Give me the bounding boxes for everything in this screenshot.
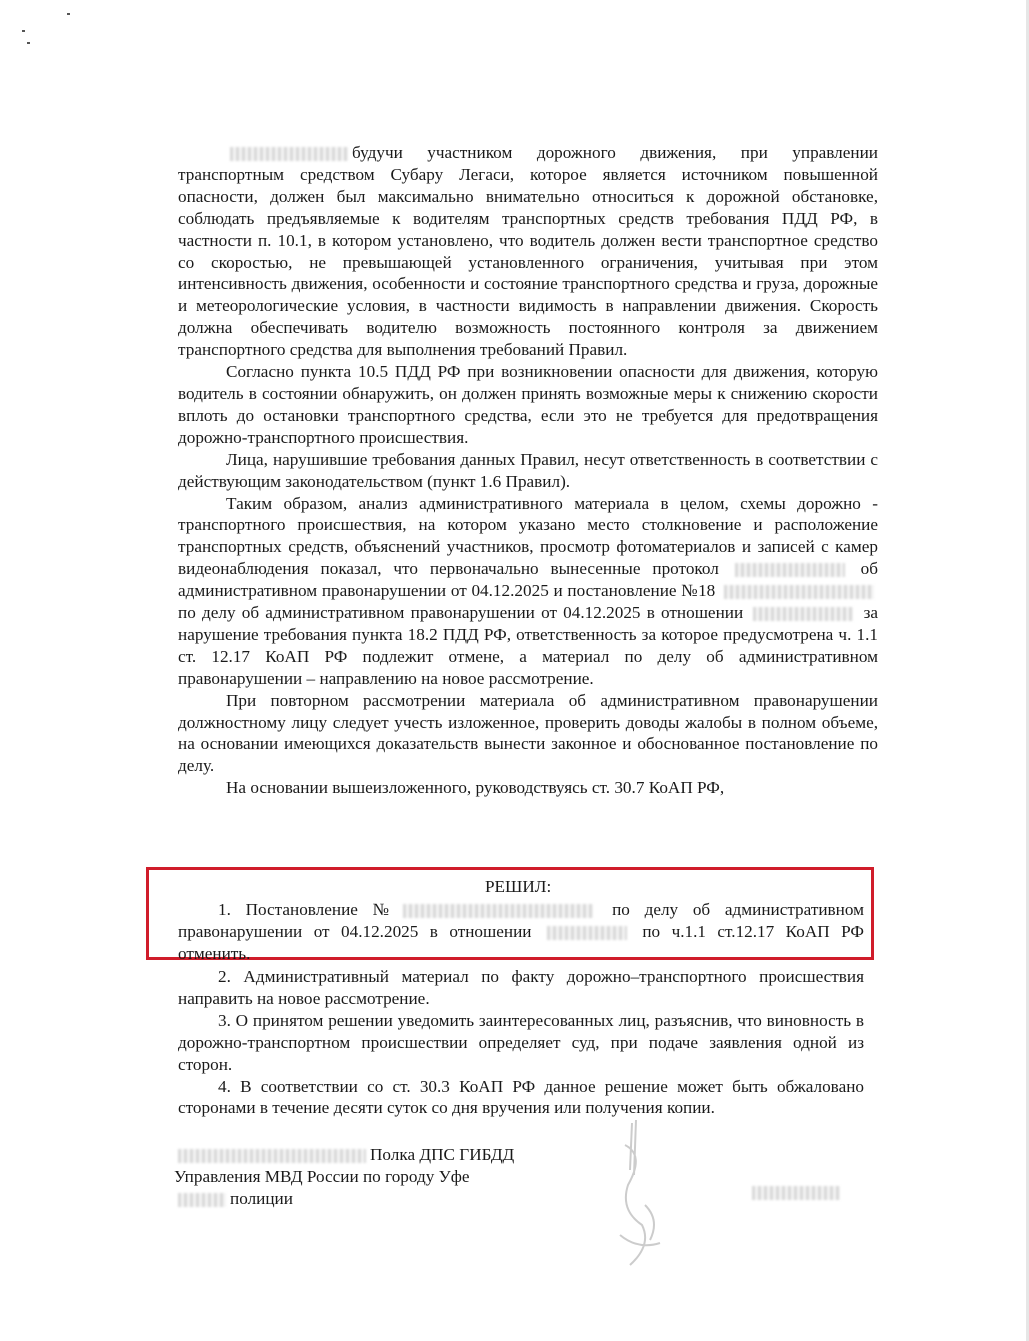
- paragraph-1-text: будучи участником дорожного движения, при управлении транспортным средством Субару Легаси, которое является источником повышенной опасности, должен был максимально внимательно относиться к дорожной обстановке, соблюдать предъявляемые к водителям транспортных средств требования ПДД РФ, в частности п. 10.1, в котором установлено, что водитель должен вести транспортное средство со скоростью, не превышающей установленного ограничения, учитывая при этом интенсивность движения, особенности и состояние транспортного средства и груза, дорожные и метеорологические условия, в частности видимость в направлении движения. Скорость должна обеспечивать водителю возможность постоянного контроля за движением транспортного средства для выполнения требований Правил.: [178, 143, 878, 360]
- decision-items: [178, 966, 864, 1119]
- decision-item-1: [178, 899, 864, 965]
- paragraph-3: Лица, нарушившие требования данных Правил, несут ответственность в соответствии с действующим законодательством (пункт 1.6 Правил).: [178, 449, 878, 491]
- redacted-position: [178, 1149, 366, 1163]
- redacted-protocol-number: [735, 563, 845, 577]
- paragraph-4-text-a: Таким образом, анализ административного материала в целом, схемы дорожно - транспортного происшествия, на котором указано место столкновение и расположение транспортных средств, объяснений участников, просмотр фотоматериалов и записей с камер видеонаблюдения показал, что первоначально вынесенные протокол: [178, 493, 878, 579]
- redacted-resolution-number: [403, 904, 593, 918]
- paragraph-4: [178, 493, 878, 690]
- decision-item-4: 4. В соответствии со ст. 30.3 КоАП РФ данное решение может быть обжаловано сторонами в течение десяти суток со дня вручения или получения копии.: [178, 1076, 864, 1118]
- paragraph-5: При повторном рассмотрении материала об административном правонарушении должностному лицу следует учесть изложенное, проверить доводы жалобы в полном объеме, на основании имеющихся доказательств вынести законное и обоснованное постановление по делу.: [178, 690, 878, 776]
- paragraph-4-text-b: об административном правонарушении от 04.12.2025 и постановление №18: [178, 559, 878, 601]
- signature-line-3: [174, 1188, 514, 1210]
- scan-speck: [27, 42, 30, 44]
- decision-item-2: 2. Административный материал по факту дорожно–транспортного происшествия направить на новое рассмотрение.: [178, 967, 864, 1008]
- redacted-name: [230, 147, 348, 161]
- paragraph-4-text-d: за нарушение требования пункта 18.2 ПДД РФ, ответственность за которое предусмотрена ч. 1.1 ст. 12.17 КоАП РФ подлежит отмене, а материал по делу об административном правонарушении – направлению на новое рассмотрение.: [178, 603, 878, 688]
- decision-item-1-c: по ч.1.1 ст.12.17 КоАП РФ отменить.: [178, 921, 864, 963]
- decision-item-1-a: 1. Постановление №: [218, 900, 400, 919]
- handwritten-signature: [590, 1115, 710, 1285]
- redacted-person: [547, 926, 627, 940]
- scan-speck: [67, 13, 70, 15]
- redacted-person: [753, 607, 853, 621]
- signature-line-1: [174, 1144, 514, 1166]
- signature-line-2: Управления МВД России по городу Уфе: [174, 1167, 470, 1186]
- redacted-rank: [178, 1193, 226, 1207]
- paragraph-4-text-c: по делу об административном правонарушении от 04.12.2025 в отношении: [178, 603, 744, 623]
- paragraph-6: На основании вышеизложенного, руководствуясь ст. 30.7 КоАП РФ,: [226, 778, 725, 798]
- scan-speck: [22, 30, 25, 32]
- decision-heading: РЕШИЛ:: [485, 877, 552, 896]
- signature-block: [174, 1144, 514, 1210]
- paragraph-2: Согласно пункта 10.5 ПДД РФ при возникновении опасности для движения, которую водитель в состоянии обнаружить, он должен принять возможные меры к снижению скорости вплоть до остановки транспортного средства, если это не требуется для предотвращения дорожно-транспортного происшествия.: [178, 362, 878, 447]
- signature-line-3-text: полиции: [230, 1189, 293, 1208]
- signature-line-1-text: Полка ДПС ГИБДД: [370, 1145, 515, 1164]
- decision-item-1-b: по делу об административном правонарушении от 04.12.2025 в отношении: [178, 900, 865, 941]
- decision-item-3: 3. О принятом решении уведомить заинтересованных лиц, разъяснив, что виновность в дорожно-транспортном происшествии определяет суд, при подаче заявления одной из сторон.: [178, 1010, 864, 1074]
- paragraph-1: [178, 142, 878, 361]
- redacted-resolution-number: [724, 585, 874, 599]
- document-body: [178, 142, 878, 799]
- redacted-signer-name: [752, 1186, 840, 1200]
